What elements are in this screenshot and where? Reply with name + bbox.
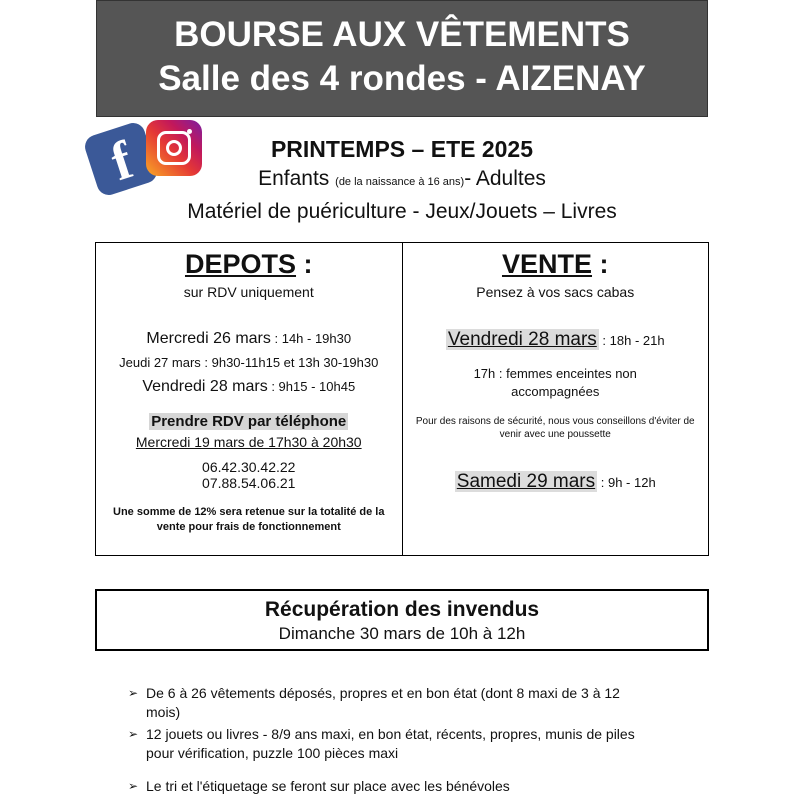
recuperation-date: Dimanche 30 mars de 10h à 12h bbox=[278, 624, 526, 643]
vente-colon: : bbox=[592, 249, 609, 279]
depot-time-3: : 9h15 - 10h45 bbox=[267, 379, 356, 394]
list-item-text: De 6 à 26 vêtements déposés, propres et en bon état (dont 8 maxi de 3 à 12 mois) bbox=[146, 685, 620, 720]
arrow-icon: ➢ bbox=[128, 779, 139, 793]
intro-section bbox=[96, 134, 708, 226]
list-item bbox=[128, 684, 648, 722]
event-venue: Salle des 4 rondes - AIZENAY bbox=[158, 59, 646, 98]
phone-1[interactable]: 06.42.30.42.22 bbox=[202, 459, 296, 475]
rdv-when: Mercredi 19 mars de 17h30 à 20h30 bbox=[135, 434, 362, 450]
depots-title-text: DEPOTS bbox=[184, 249, 297, 279]
arrow-icon: ➢ bbox=[128, 727, 139, 741]
depot-day-1: Mercredi 26 mars bbox=[146, 330, 271, 347]
depots-colon: : bbox=[296, 249, 313, 279]
vente-subtitle: Pensez à vos sacs cabas bbox=[476, 284, 635, 300]
fee-note: Une somme de 12% sera retenue sur la totalité de la vente pour frais de fonctionnement bbox=[113, 506, 385, 533]
enfants-label: Enfants bbox=[258, 167, 330, 190]
vente-day-2-label: Samedi 29 mars bbox=[456, 471, 596, 492]
facebook-letter: f bbox=[103, 129, 140, 193]
security-note: Pour des raisons de sécurité, nous vous conseillons d'éviter de venir avec une poussette bbox=[415, 416, 695, 440]
recuperation-box bbox=[95, 589, 709, 651]
event-title: BOURSE AUX VÊTEMENTS bbox=[174, 15, 630, 54]
depots-vente-table bbox=[95, 242, 709, 556]
vente-day-2 bbox=[403, 471, 709, 493]
event-title-banner bbox=[96, 0, 708, 117]
vente-time-1: : 18h - 21h bbox=[598, 333, 665, 348]
arrow-icon: ➢ bbox=[128, 686, 139, 700]
rdv-block bbox=[96, 411, 402, 491]
depots-title bbox=[96, 247, 402, 281]
season-title: PRINTEMPS – ETE 2025 bbox=[270, 136, 534, 162]
adultes-label: - Adultes bbox=[464, 167, 546, 190]
list-item-text: Le tri et l'étiquetage se feront sur place avec les bénévoles bbox=[146, 778, 510, 794]
rdv-title: Prendre RDV par téléphone bbox=[151, 413, 347, 430]
recuperation-title: Récupération des invendus bbox=[264, 598, 540, 621]
depot-time-1: : 14h - 19h30 bbox=[270, 331, 352, 346]
depots-schedule bbox=[96, 327, 402, 399]
vente-day-1 bbox=[403, 329, 709, 351]
materiel-line: Matériel de puériculture - Jeux/Jouets – Livres bbox=[187, 200, 617, 223]
audience-line bbox=[96, 164, 708, 197]
pregnant-note: 17h : femmes enceintes non accompagnées bbox=[473, 366, 637, 399]
depot-day-2: Jeudi 27 mars : 9h30-11h15 et 13h 30-19h30 bbox=[119, 355, 379, 370]
depots-column bbox=[96, 243, 403, 555]
enfants-age-note: (de la naissance à 16 ans) bbox=[335, 176, 465, 188]
depots-subtitle: sur RDV uniquement bbox=[183, 284, 314, 300]
list-item-text: 12 jouets ou livres - 8/9 ans maxi, en bon état, récents, propres, munis de piles pour vérification, puzzle 100 pièces maxi bbox=[146, 726, 635, 761]
vente-title-text: VENTE bbox=[501, 249, 593, 279]
vente-title bbox=[403, 247, 709, 281]
vente-column bbox=[403, 243, 709, 555]
vente-day-1-label: Vendredi 28 mars bbox=[447, 329, 597, 350]
conditions-list bbox=[128, 684, 648, 796]
phone-2[interactable]: 07.88.54.06.21 bbox=[202, 475, 296, 491]
list-item bbox=[128, 777, 648, 796]
list-item bbox=[128, 725, 648, 763]
vente-time-2: : 9h - 12h bbox=[597, 475, 656, 490]
depot-day-3: Vendredi 28 mars bbox=[142, 378, 268, 395]
